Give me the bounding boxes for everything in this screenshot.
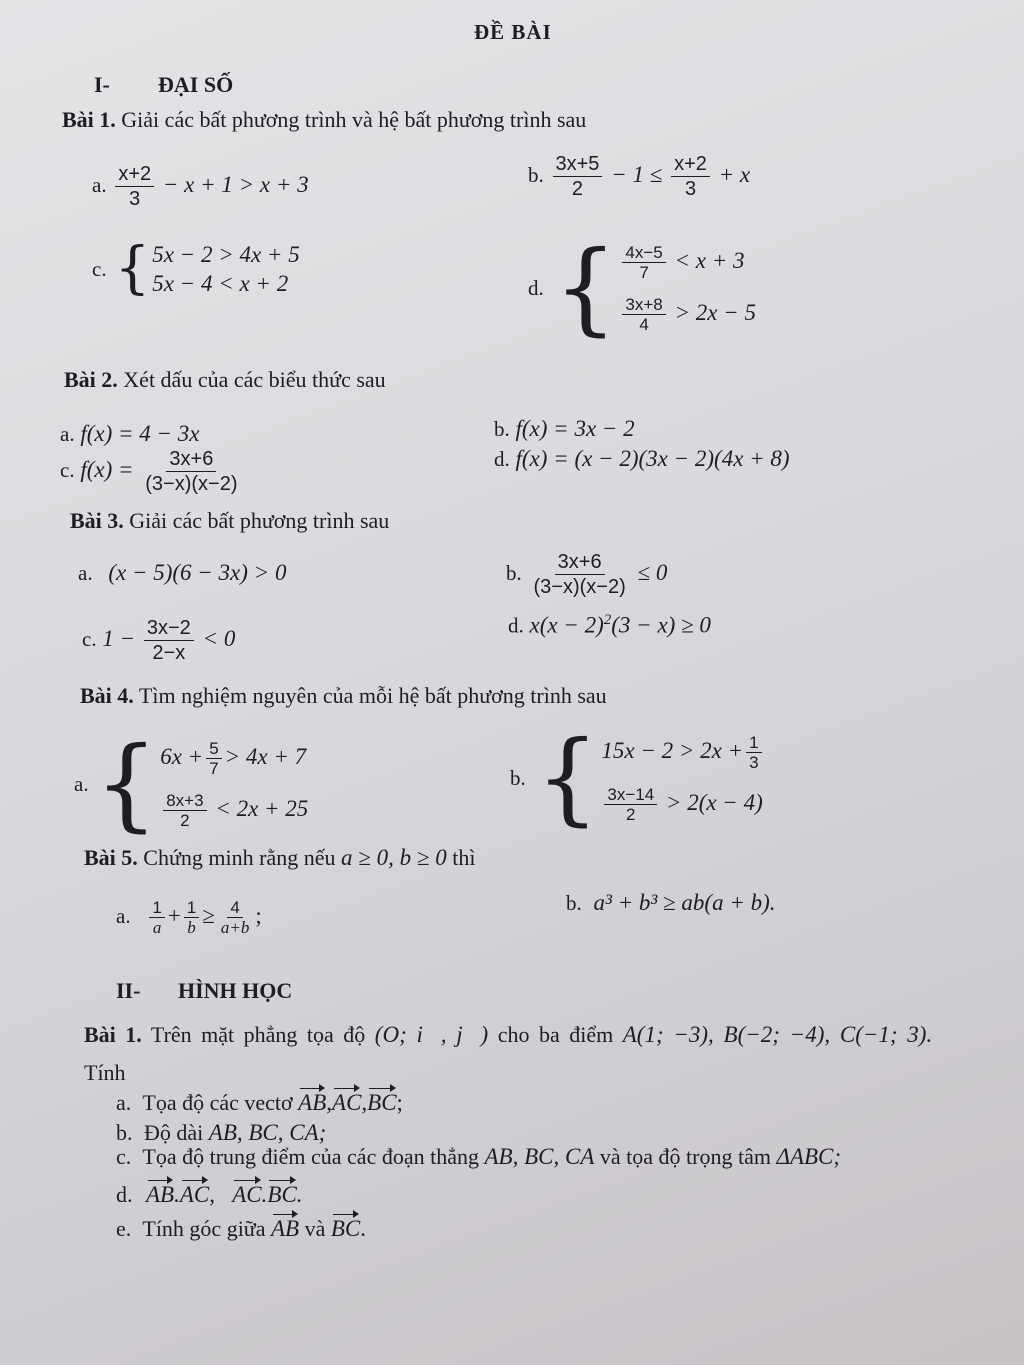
expression: > 4x + 7 — [224, 743, 307, 769]
vector: BC — [267, 1182, 297, 1207]
problem-text: cho ba điểm — [497, 1022, 614, 1047]
expression: (x − 5)(6 − 3x) > 0 — [108, 560, 287, 585]
section-number: II- — [116, 978, 141, 1003]
vector: AB — [298, 1090, 327, 1115]
expression: AB, BC, CA; — [208, 1120, 327, 1145]
inequality-system — [510, 719, 765, 836]
exercise-item — [494, 446, 790, 472]
exercise-item: d. AB.AC, AC.BC. — [116, 1182, 303, 1207]
fraction: $\frac{x+2}{3}$ — [671, 152, 710, 201]
operator: + — [167, 902, 181, 928]
brace-icon: { — [114, 236, 151, 301]
vector: AC — [332, 1090, 362, 1115]
item-label: b. — [566, 891, 582, 915]
exercise-item — [508, 612, 711, 639]
item-label: d. — [508, 613, 524, 638]
problem-text: Chứng minh rằng nếu — [143, 845, 336, 870]
item-label: b. — [116, 1120, 133, 1145]
inequality-system — [528, 229, 756, 346]
section-title: HÌNH HỌC — [178, 978, 293, 1003]
item-text: Độ dài — [144, 1120, 204, 1145]
exercise-item — [510, 719, 765, 836]
item-label: b. — [528, 162, 544, 187]
fraction: $\frac{3x+6}{(3-x)(x-2)}$ — [145, 448, 238, 495]
fraction: $\frac{4x-5}{7}$ — [622, 243, 665, 282]
expression: > 2x − 5 — [674, 299, 756, 325]
item-label: b. — [506, 560, 522, 585]
vector: AB — [146, 1182, 175, 1207]
problem-text: Trên mặt phẳng tọa độ — [150, 1022, 366, 1047]
fraction: $\frac{1}{3}$ — [746, 733, 761, 772]
fraction: $\frac{5}{7}$ — [206, 739, 221, 778]
problem-heading — [80, 683, 607, 709]
fraction: $\frac{3x-14}{2}$ — [604, 785, 657, 824]
item-label: e. — [116, 1216, 132, 1241]
brace-icon: { — [553, 229, 618, 346]
problem-heading — [84, 1022, 932, 1048]
expression: (3 − x) ≥ 0 — [611, 612, 711, 638]
page-title: ĐỀ BÀI — [474, 20, 552, 44]
item-label: a. — [60, 422, 75, 446]
operator: ≥ — [202, 902, 215, 928]
points: A(1; −3), B(−2; −4), C(−1; 3). — [622, 1022, 933, 1047]
exercise-item — [60, 447, 244, 496]
item-label: a. — [116, 1090, 132, 1115]
item-label: a. — [92, 172, 107, 197]
vector: AC — [179, 1182, 210, 1207]
exercise-item — [78, 560, 286, 586]
problem-number: Bài 1. — [84, 1022, 142, 1047]
problem-number: Bài 1. — [62, 107, 116, 132]
exercise-item — [494, 416, 635, 442]
item-text: và — [304, 1216, 326, 1241]
inequality-system — [74, 725, 309, 842]
item-label: d. — [116, 1182, 133, 1207]
expression: a³ + b³ ≥ ab(a + b). — [593, 890, 776, 915]
fraction: $\frac{4}{a+b}$ — [220, 898, 250, 937]
expression: x(x − 2) — [529, 612, 604, 638]
fraction: $\frac{3x+8}{4}$ — [622, 295, 665, 334]
expression: 15x − 2 > 2x + — [601, 737, 744, 763]
item-text: Tính góc giữa — [142, 1216, 266, 1241]
exponent: 2 — [603, 612, 612, 628]
expression: 1 − — [102, 625, 136, 651]
problem-heading — [84, 845, 475, 871]
problem-number: Bài 3. — [70, 508, 124, 533]
vector: BC — [367, 1090, 397, 1115]
expression: − x + 1 > x + 3 — [162, 171, 309, 197]
item-label: c. — [82, 626, 97, 651]
brace-icon: { — [535, 719, 600, 836]
exercise-item — [528, 152, 750, 201]
section-number: I- — [94, 72, 110, 97]
vector: BC — [330, 1216, 361, 1241]
problem-text: thì — [452, 845, 476, 870]
expression: < 0 — [202, 625, 236, 651]
item-label: d. — [528, 275, 544, 300]
brace-icon: { — [94, 725, 159, 842]
expression: < 2x + 25 — [215, 795, 309, 821]
exercise-item — [74, 725, 309, 842]
problem-heading — [64, 367, 386, 393]
fraction: $\frac{3x+6}{(3-x)(x-2)}$ — [533, 551, 626, 598]
exercise-item — [116, 1120, 326, 1146]
expression: 6x + — [160, 743, 204, 769]
fraction: $\frac{3x-2}{2-x}$ — [144, 616, 194, 665]
item-label: c. — [60, 457, 75, 482]
item-label: b. — [510, 765, 526, 790]
problem-text: Giải các bất phương trình sau — [129, 508, 390, 533]
exercise-item — [116, 1216, 366, 1242]
expression: f(x) = 3x − 2 — [515, 416, 635, 441]
item-label: a. — [116, 903, 131, 928]
expression: + x — [718, 161, 751, 187]
coordinate-frame: (O; i⃗, j⃗) — [374, 1022, 489, 1047]
exercise-item — [528, 229, 756, 346]
expression: f(x) = (x − 2)(3x − 2)(4x + 8) — [515, 446, 790, 471]
vector: AB — [271, 1216, 300, 1241]
fraction: $\frac{1}{a}$ — [149, 898, 164, 937]
problem-heading — [70, 508, 389, 534]
item-label: c. — [92, 256, 107, 281]
punctuation: . — [360, 1216, 367, 1241]
item-label: a. — [78, 561, 93, 585]
item-label: b. — [494, 417, 510, 441]
fraction: $\frac{1}{b}$ — [184, 898, 199, 937]
problem-number: Bài 4. — [80, 683, 134, 708]
problem-text: Tìm nghiệm nguyên của mỗi hệ bất phương trình sau — [138, 683, 607, 708]
exercise-item — [506, 550, 667, 599]
expression: ΔABC; — [776, 1144, 842, 1169]
inequality-system — [92, 236, 300, 301]
problem-text: Xét dấu của các biểu thức sau — [123, 367, 386, 392]
expression: > 2(x − 4) — [665, 789, 763, 815]
problem-number: Bài 5. — [84, 845, 138, 870]
vector: AC — [232, 1182, 262, 1207]
expression: AB, BC, CA — [484, 1144, 595, 1169]
exercise-item — [92, 162, 309, 211]
item-text: và tọa độ trọng tâm — [599, 1144, 771, 1169]
fraction: $\frac{x+2}{3}$ — [115, 162, 154, 211]
system-line: 5x − 4 < x + 2 — [152, 270, 289, 296]
exercise-item — [60, 421, 200, 447]
expression: ≤ 0 — [637, 559, 668, 585]
expression: f(x) = 4 − 3x — [80, 421, 200, 446]
item-label: d. — [494, 447, 510, 471]
punctuation: ; — [255, 902, 262, 928]
problem-text: Tính — [84, 1060, 126, 1085]
item-text: Tọa độ trung điểm của các đoạn thẳng — [142, 1144, 479, 1169]
expression: < x + 3 — [674, 247, 745, 273]
expression: − 1 ≤ — [611, 161, 663, 187]
exercise-item — [566, 890, 776, 916]
problem-heading — [62, 107, 586, 133]
item-text: Tọa độ các vectơ — [142, 1090, 293, 1115]
item-label: a. — [74, 771, 89, 796]
exercise-item — [92, 236, 300, 301]
problem-text: Giải các bất phương trình và hệ bất phương trình sau — [121, 107, 587, 132]
condition: a ≥ 0, b ≥ 0 — [340, 845, 447, 870]
item-label: c. — [116, 1144, 132, 1169]
problem-number: Bài 2. — [64, 367, 118, 392]
section-title: ĐẠI SỐ — [158, 72, 234, 97]
fraction: $\frac{8x+3}{2}$ — [163, 791, 206, 830]
expression: f(x) = — [80, 456, 134, 482]
exercise-item — [82, 616, 235, 665]
exercise-item — [116, 1144, 841, 1170]
system-line: 5x − 2 > 4x + 5 — [152, 241, 300, 267]
fraction: $\frac{3x+5}{2}$ — [553, 152, 603, 201]
punctuation: ; — [396, 1090, 403, 1115]
exercise-item — [116, 898, 262, 937]
exercise-item: a. Tọa độ các vectơ AB,AC,BC; — [116, 1090, 403, 1115]
